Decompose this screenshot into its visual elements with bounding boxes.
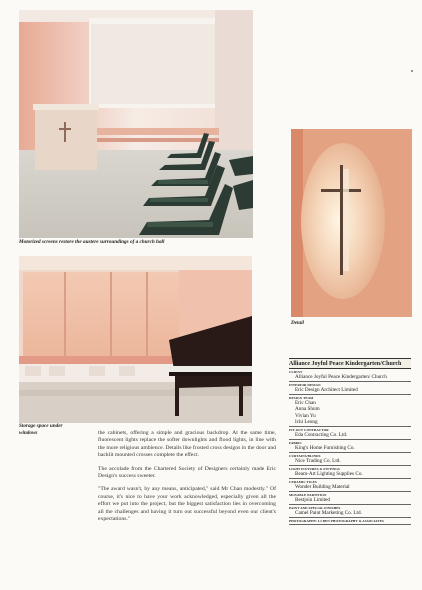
credit-entry [289, 518, 411, 525]
credit-name: Eric Chan [295, 399, 316, 406]
credit-role: CURTAINS/BLINDS [289, 453, 321, 458]
credit-role: MOVABLE PARTITION [289, 492, 327, 497]
credit-entry [289, 440, 411, 453]
caption-detail: Detail [291, 320, 304, 326]
caption-storage: Storage space under windows [19, 423, 63, 436]
credit-role: PAINT AND SPECIAL FINISHES [289, 505, 341, 510]
credits-title: Alliance Joyful Peace Kindergarten/Church [289, 358, 411, 369]
credit-role: PHOTOGRAPHY: LI BEN PHOTOGRAPHY & ASSOCIATES [289, 518, 384, 523]
credit-entry [289, 395, 411, 427]
church-hall-photo [19, 10, 253, 238]
credit-name: Ichi Leung [295, 419, 318, 426]
article-body [98, 430, 276, 529]
detail-cross-photo [291, 129, 412, 317]
project-credits [289, 358, 411, 525]
credit-name: Alliance Joyful Peace Kindergarten/ Church [295, 373, 387, 380]
credit-name: Camel Paint Marketing Co. Ltd. [295, 510, 362, 517]
credit-entry [289, 427, 411, 440]
credit-name: Beam-Art Lighting Supplies Co. [295, 471, 363, 478]
credit-role: LIGHT FIXTURES & FITTINGS [289, 466, 340, 471]
credit-name: Eric Design Architect Limited [295, 386, 358, 393]
body-paragraph-2: The accolade from the Chartered Society of Designers certainly made Eric Design's success sweeter. [98, 465, 276, 480]
credit-entry [289, 466, 411, 479]
body-paragraph-3: "The award wasn't, by any means, anticipated," said Mr Chan modestly." Of course, it's nice to have your work acknowledged, especially given all the effort we put into the project, but the biggest satisfaction lies in overcoming all the challenges and having it turn out successful beyond even our client's expectations." [98, 486, 276, 523]
caption-hall: Motorized screens restore the austere surroundings of a church hall [19, 239, 165, 245]
credit-role: CLIENT [289, 369, 303, 374]
credit-name: Eda Contracting Co. Ltd. [295, 432, 348, 439]
credit-role: CERAMIC TILES [289, 479, 317, 484]
credit-name: Nice Trading Co. Ltd. [295, 458, 341, 465]
credit-entry [289, 492, 411, 505]
credit-name: Bestjoin Limited [295, 497, 331, 504]
credits-list [289, 369, 411, 525]
storage-space-photo [19, 256, 252, 423]
credit-name: Anna Shum [295, 406, 320, 413]
credit-name: Vivian Yu [295, 412, 316, 419]
credit-name: Wonder Building Material [295, 484, 350, 491]
credit-entry [289, 479, 411, 492]
credit-entry [289, 382, 411, 395]
credit-entry [289, 369, 411, 382]
credit-entry [289, 505, 411, 518]
credit-role: DESIGN TEAM [289, 395, 314, 400]
credit-role: FABRIC [289, 440, 302, 445]
credit-name: King's Home Furnishing Co. [295, 445, 355, 452]
page-mark [411, 70, 413, 72]
credit-role: INTERIOR DESIGN [289, 382, 321, 387]
credit-entry [289, 453, 411, 466]
credit-role: FIT-OUT CONTRACTOR [289, 427, 329, 432]
body-paragraph-1: the cabinets, offering a simple and gracious backdrop. At the same time, fluorescent lights replace the softer downlights and flood lights, in line with the more religious ambience. Details like frosted cross designs in the door and backlit mounted crosses complete the effect. [98, 430, 277, 459]
